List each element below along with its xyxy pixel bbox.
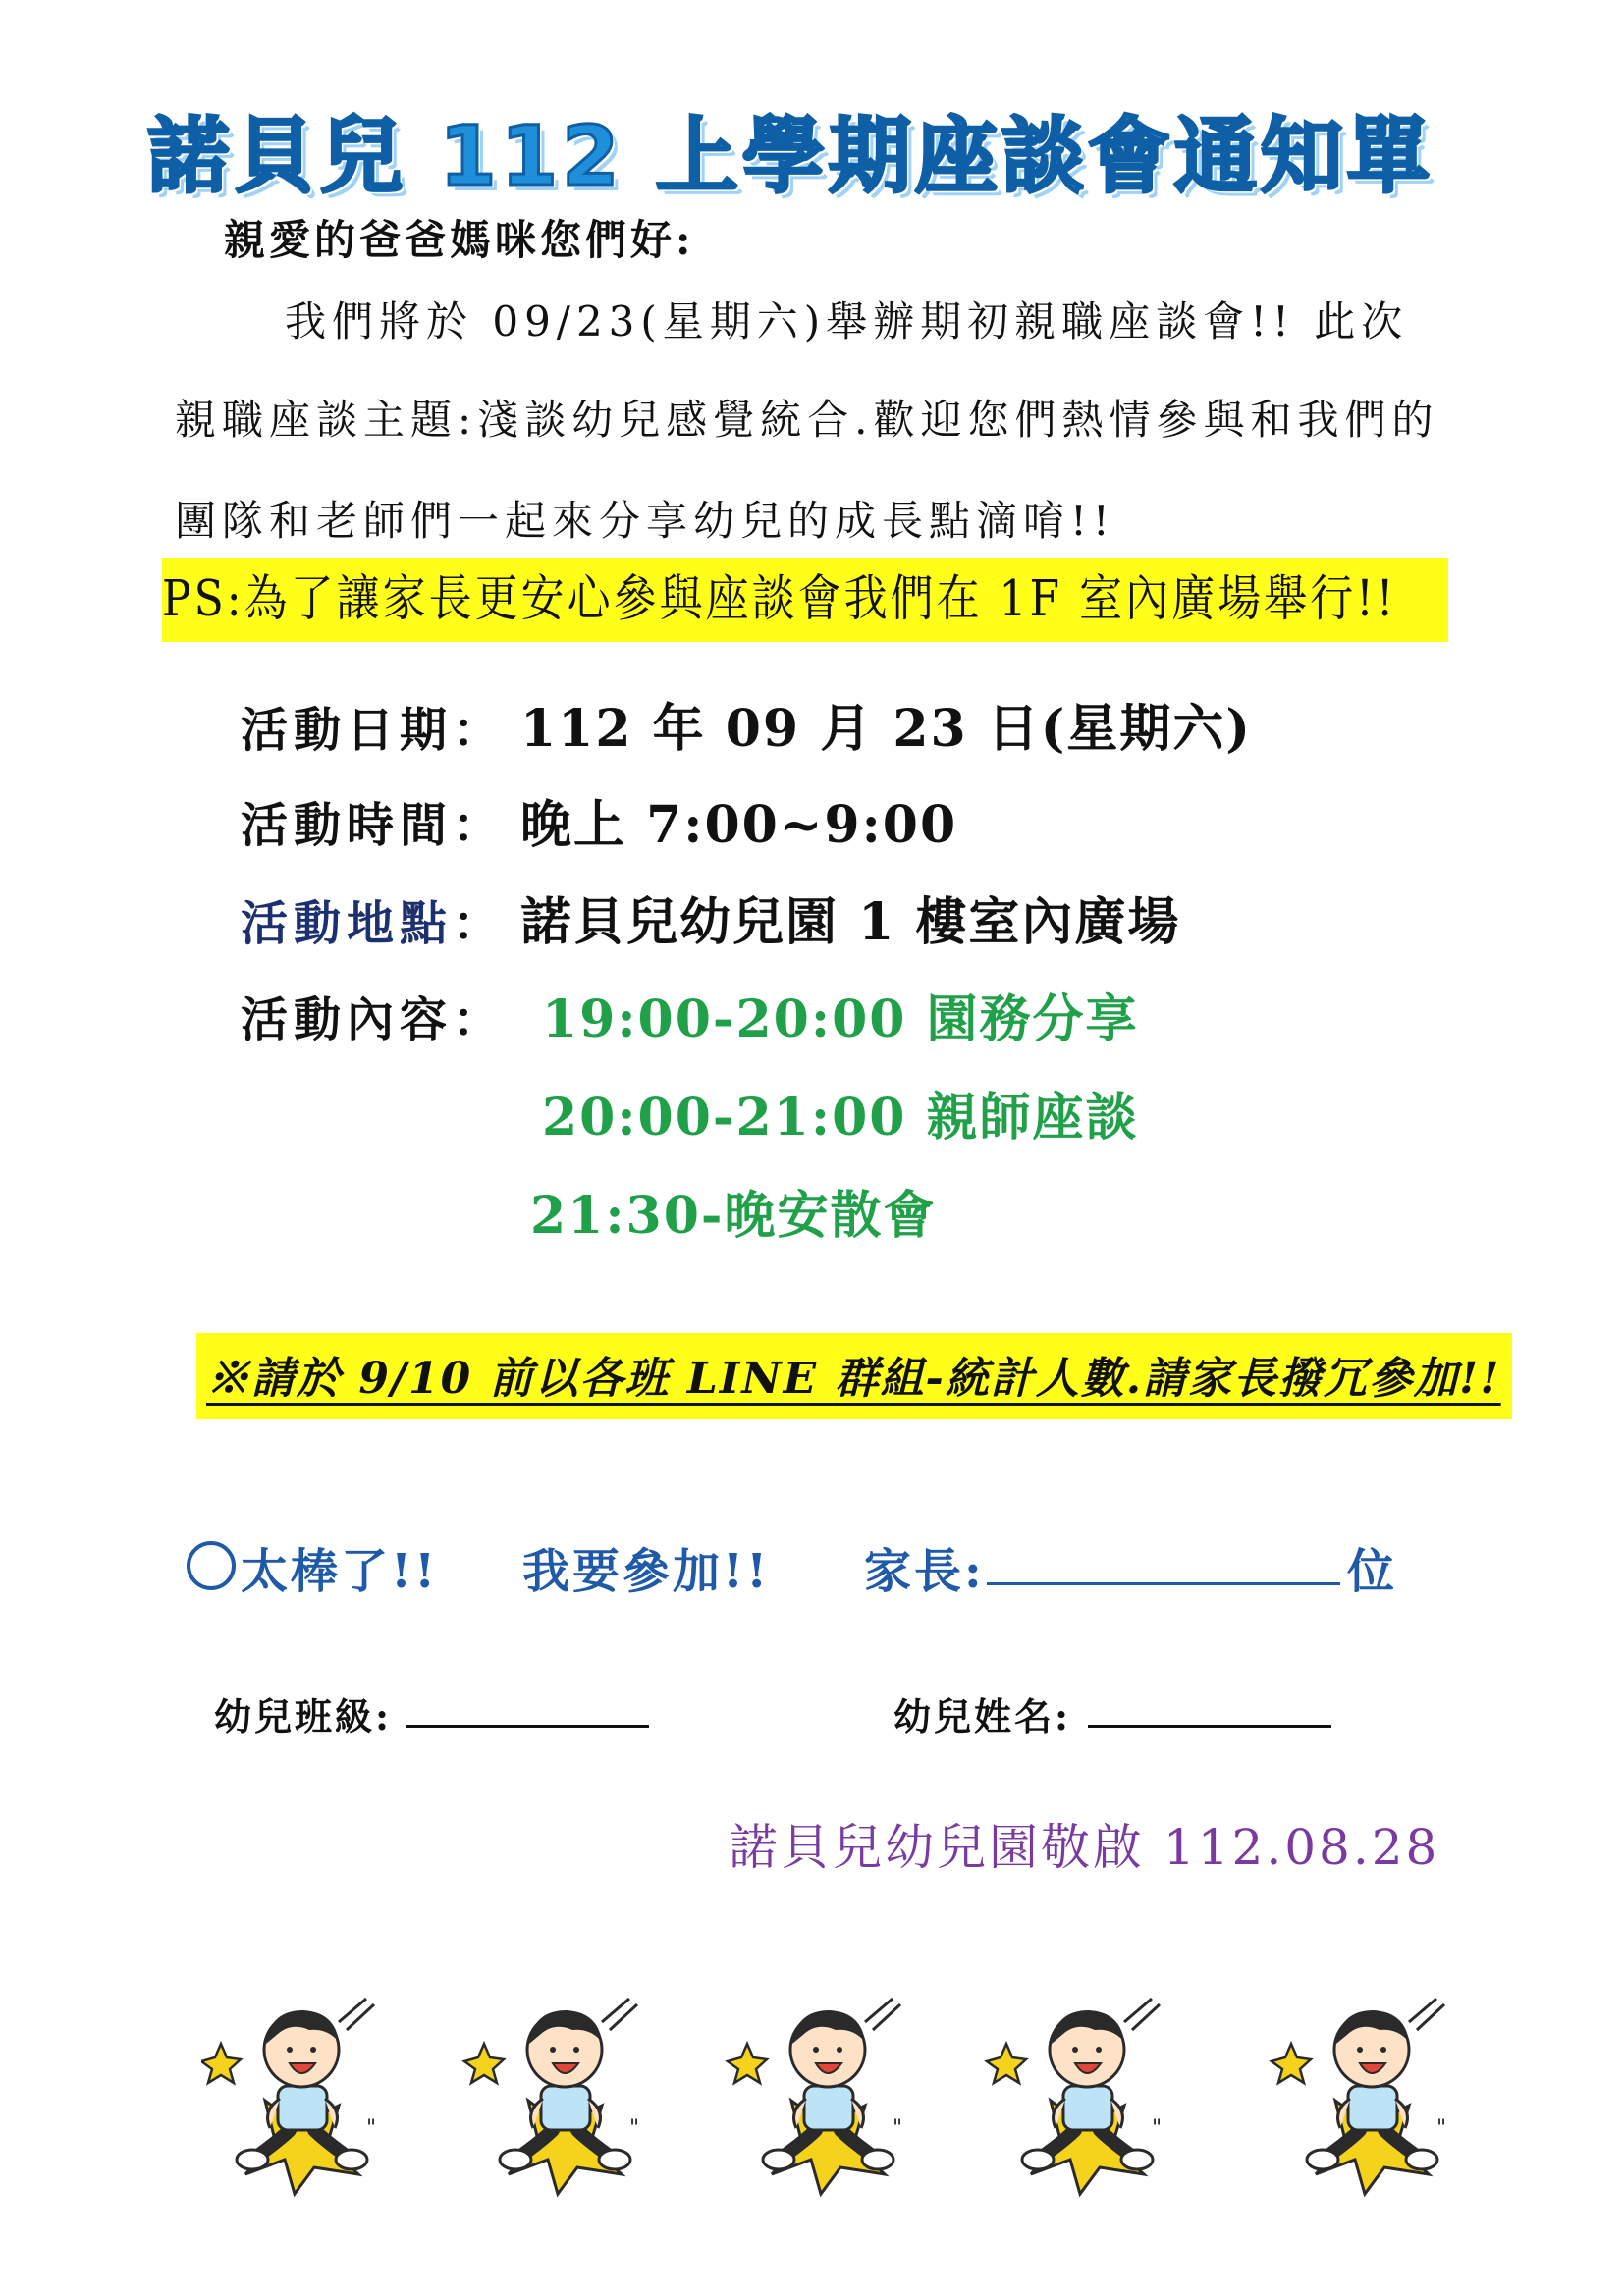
footer-kids-stars-illustration bbox=[201, 1993, 1478, 2199]
greeting: 親愛的爸爸媽咪您們好: bbox=[224, 216, 695, 264]
body-line-3: 團隊和老師們一起來分享幼兒的成長點滴唷!! bbox=[175, 497, 1115, 545]
kid-star-figure-1 bbox=[201, 1999, 376, 2194]
schedule-item-1: 19:00-20:00 園務分享 bbox=[542, 989, 1139, 1049]
place-label-row bbox=[241, 885, 506, 953]
rsvp-unit: 位 bbox=[1347, 1544, 1398, 1599]
rsvp-parent-label: 家長: bbox=[864, 1544, 985, 1599]
body-line-1: 我們將於 09/23(星期六)舉辦期初親職座談會!! 此次 bbox=[285, 297, 1409, 346]
kid-star-figure-3 bbox=[728, 1999, 902, 2194]
time-value: 晚上 7:00~9:00 bbox=[520, 795, 958, 855]
kid-star-figure-5 bbox=[1272, 1999, 1446, 2194]
parent-count-field[interactable] bbox=[987, 1582, 1340, 1585]
content-label: 活動內容： bbox=[241, 992, 507, 1047]
rsvp-join-text: 我要參加!! bbox=[522, 1544, 771, 1599]
notice-highlight bbox=[196, 1333, 1512, 1419]
class-field[interactable] bbox=[406, 1725, 649, 1728]
body-line-2: 親職座談主題:淺談幼兒感覺統合.歡迎您們熱情參與和我們的 bbox=[175, 396, 1439, 444]
signature: 諾貝兒幼兒園敬啟 112.08.28 bbox=[729, 1819, 1440, 1876]
kid-star-figure-2 bbox=[464, 1999, 639, 2194]
place-label: 活動地點 bbox=[241, 896, 454, 951]
child-name-label: 幼兒姓名: bbox=[893, 1694, 1072, 1738]
child-name-field[interactable] bbox=[1088, 1725, 1331, 1728]
date-value: 112 年 09 月 23 日(星期六) bbox=[520, 699, 1252, 759]
schedule-item-2: 20:00-21:00 親師座談 bbox=[542, 1088, 1139, 1148]
date-label: 活動日期： bbox=[241, 703, 507, 758]
class-label: 幼兒班級: bbox=[214, 1694, 393, 1738]
place-value: 諾貝兒幼兒園 1 樓室內廣場 bbox=[520, 892, 1181, 952]
time-label: 活動時間： bbox=[241, 798, 507, 853]
ps-note-text: PS:為了讓家長更安心參與座談會我們在 1F 室內廣場舉行!! bbox=[162, 570, 1397, 628]
place-colon: ： bbox=[453, 896, 507, 951]
notice-text: ※請於 9/10 前以各班 LINE 群組-統計人數.請家長撥冗參加!! bbox=[206, 1354, 1501, 1404]
ps-highlight-note bbox=[162, 558, 1448, 642]
rsvp-great-text: 太棒了!! bbox=[241, 1544, 439, 1599]
rsvp-checkbox-circle[interactable] bbox=[187, 1541, 236, 1590]
kid-star-figure-4 bbox=[987, 1999, 1162, 2194]
schedule-item-3: 21:30-晚安散會 bbox=[530, 1186, 937, 1246]
page-title: 諾貝兒 112 上學期座談會通知單 bbox=[147, 108, 1434, 204]
